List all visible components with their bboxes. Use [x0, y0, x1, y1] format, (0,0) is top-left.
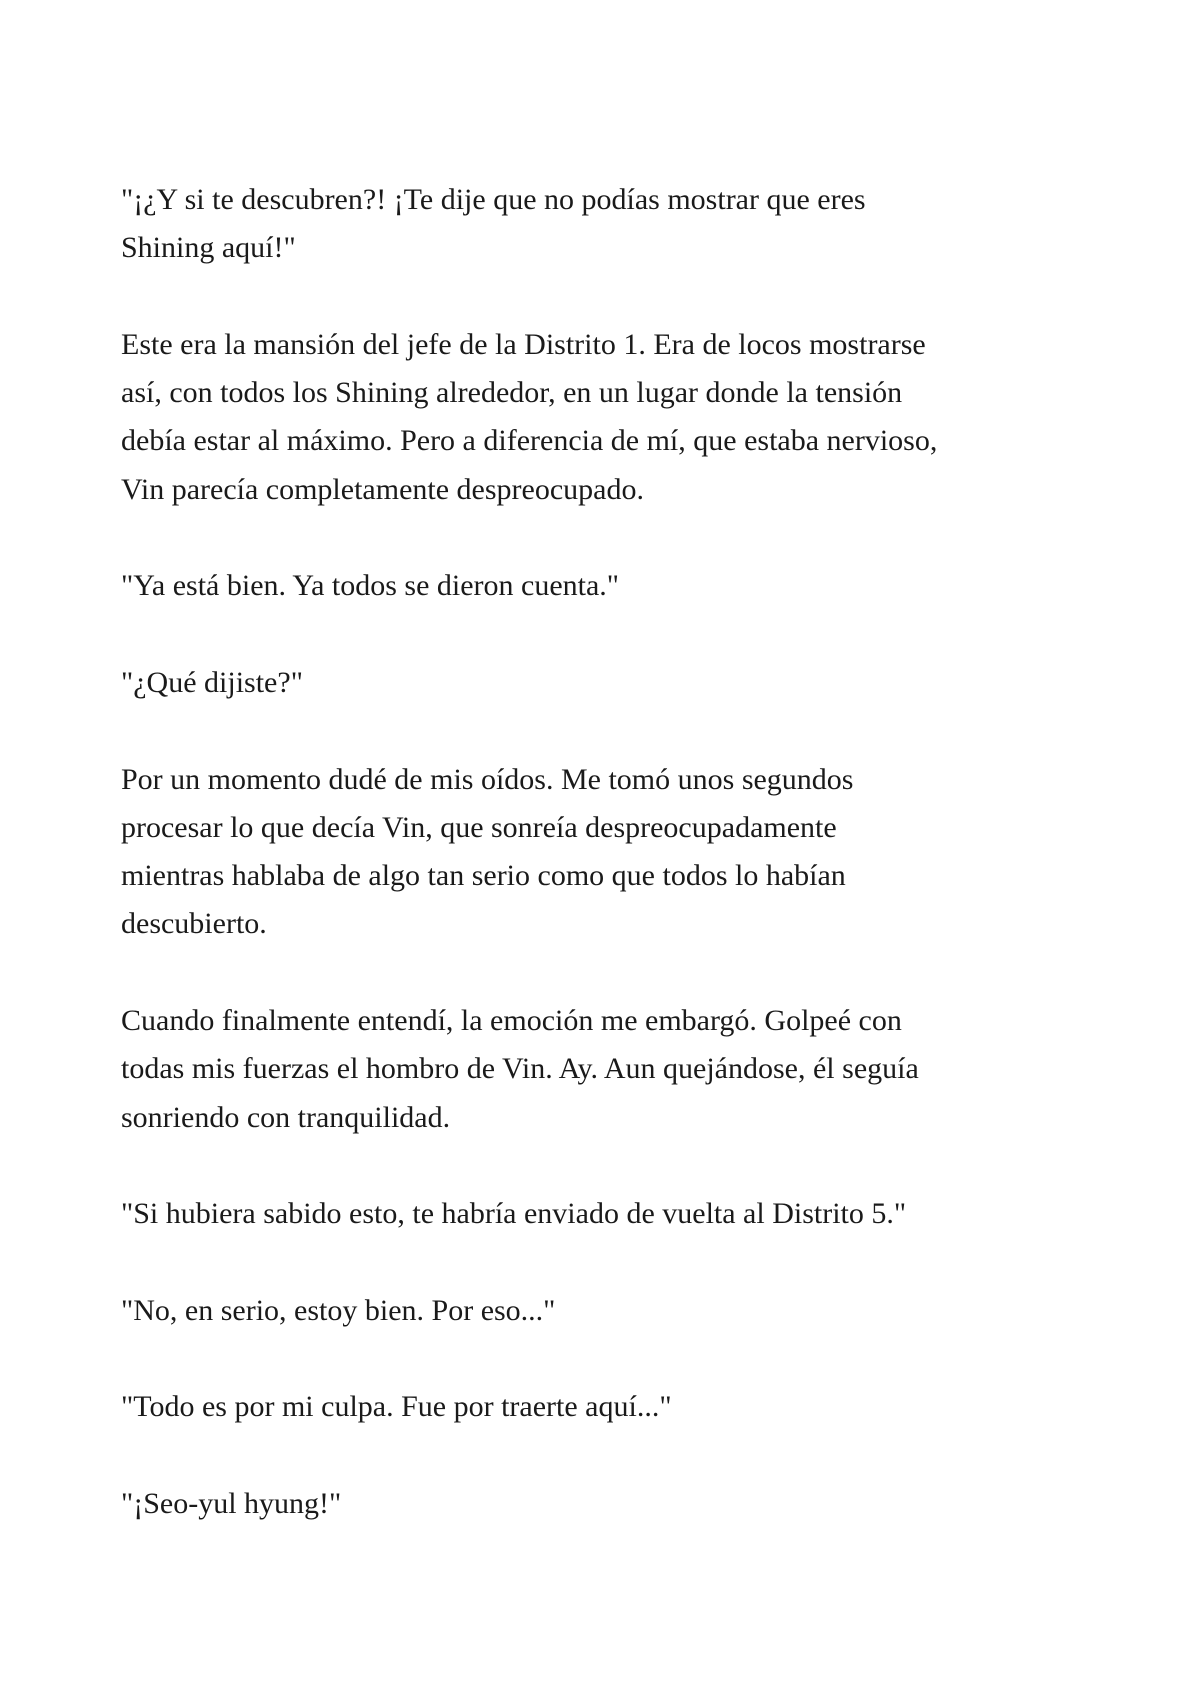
paragraph-6: [121, 997, 1101, 1142]
text-line: mientras hablaba de algo tan serio como que todos lo habían: [121, 859, 846, 893]
text-line: "Todo es por mi culpa. Fue por traerte aquí...": [121, 1390, 672, 1424]
paragraph-1: [121, 176, 1101, 273]
text-line: descubierto.: [121, 907, 267, 941]
text-line: "¿Qué dijiste?": [121, 665, 303, 699]
paragraph-4: [121, 659, 1101, 707]
text-line: debía estar al máximo. Pero a diferencia de mí, que estaba nervioso,: [121, 424, 938, 458]
paragraph-7: [121, 1190, 1101, 1238]
text-line: "¡Seo-yul hyung!": [121, 1487, 342, 1521]
text-line: Este era la mansión del jefe de la Distrito 1. Era de locos mostrarse: [121, 327, 926, 361]
text-line: Shining aquí!": [121, 231, 296, 265]
text-line: "¡¿Y si te descubren?! ¡Te dije que no podías mostrar que eres: [121, 183, 866, 216]
paragraph-5: [121, 756, 1101, 949]
paragraph-3: [121, 562, 1101, 610]
text-line: Vin parecía completamente despreocupado.: [121, 472, 644, 506]
text-line: Cuando finalmente entendí, la emoción me embargó. Golpeé con: [121, 1004, 902, 1038]
text-line: todas mis fuerzas el hombro de Vin. Ay. Aun quejándose, él seguía: [121, 1052, 919, 1086]
text-line: "Ya está bien. Ya todos se dieron cuenta.": [121, 569, 620, 603]
paragraph-10: [121, 1480, 1101, 1528]
paragraph-2: [121, 321, 1101, 514]
document-page: [121, 176, 1101, 1577]
text-line: sonriendo con tranquilidad.: [121, 1100, 451, 1134]
text-line: Por un momento dudé de mis oídos. Me tomó unos segundos: [121, 762, 854, 796]
text-line: así, con todos los Shining alrededor, en un lugar donde la tensión: [121, 376, 903, 410]
text-line: procesar lo que decía Vin, que sonreía despreocupadamente: [121, 810, 837, 844]
text-line: "No, en serio, estoy bien. Por eso...": [121, 1293, 556, 1327]
text-line: "Si hubiera sabido esto, te habría enviado de vuelta al Distrito 5.": [121, 1197, 907, 1231]
paragraph-9: [121, 1383, 1101, 1431]
paragraph-8: [121, 1287, 1101, 1335]
